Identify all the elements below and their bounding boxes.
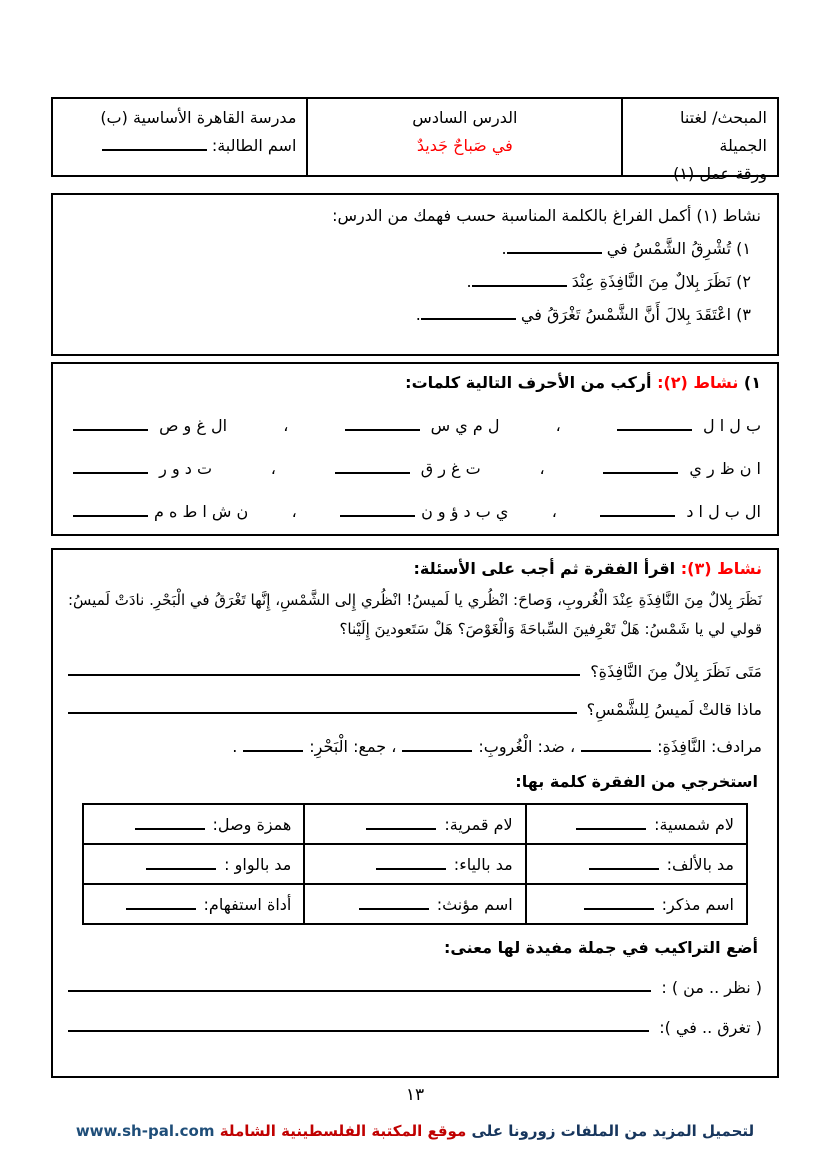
header-cell-subject	[621, 99, 777, 183]
header-cell-school	[53, 99, 306, 175]
blank-field	[335, 469, 410, 474]
worksheet-number: ورقة عمل (١)	[673, 164, 767, 183]
footer-website-link[interactable]: www.sh-pal.com	[75, 1122, 215, 1140]
letters-item	[345, 416, 500, 435]
blank-field	[366, 825, 436, 830]
table-row	[83, 804, 747, 844]
activity1-title: نشاط (١) أكمل الفراغ بالكلمة المناسبة حسب فهمك من الدرس:	[332, 206, 761, 225]
footer	[51, 1122, 779, 1140]
letters-text: ن ش ا ط ه م	[154, 502, 249, 521]
cell-label: اسم مذكر:	[661, 894, 734, 914]
synonym-part-2: ، ضد: الْغُروبِ:	[478, 737, 576, 756]
question-1-text: مَتَى نَظَرَ بِلالٌ مِنَ النَّافِذَةِ؟	[590, 662, 762, 681]
activity1-item-1-text: ١) تُشْرِقُ الشَّمْسُ في	[606, 239, 751, 258]
separator: ،	[270, 459, 276, 478]
letters-item	[73, 502, 248, 521]
activity2-box	[51, 362, 779, 536]
period: .	[415, 305, 421, 324]
cell-label: أداة استفهام:	[203, 894, 292, 914]
blank-field	[345, 426, 420, 431]
activity1-item-1	[69, 239, 751, 258]
activity1-item-2-text: ٢) نَظَرَ بِلالٌ مِنَ النَّافِذَةِ عِنْدَ	[571, 272, 751, 291]
blank-field	[402, 747, 472, 752]
blank-field	[73, 469, 148, 474]
blank-field	[600, 512, 675, 517]
table-cell	[526, 844, 747, 884]
activity3-title	[68, 559, 762, 578]
cell-label: مد بالألف:	[666, 854, 734, 874]
blank-field	[421, 315, 516, 320]
blank-field	[584, 905, 654, 910]
blank-field	[617, 426, 692, 431]
table-cell	[83, 844, 304, 884]
table-cell	[304, 844, 525, 884]
blank-field	[73, 426, 148, 431]
worksheet-page	[51, 0, 779, 1169]
period: .	[466, 272, 472, 291]
separator: ،	[551, 502, 557, 521]
letters-item	[600, 502, 761, 521]
cell-label: لام قمرية:	[444, 814, 513, 834]
table-row	[83, 844, 747, 884]
letters-text: ال غ و ص	[159, 416, 228, 435]
letters-item	[335, 459, 481, 478]
activity1-item-3-text: ٣) اعْتَقَدَ بِلالَ أَنَّ الشَّمْسُ تَغْرَقُ في	[520, 305, 751, 324]
footer-text-navy: لتحميل المزيد من الملفات زورونا على	[471, 1122, 755, 1140]
table-cell	[83, 804, 304, 844]
student-name-row	[63, 132, 296, 160]
separator: ،	[283, 416, 289, 435]
compose-title: أضع التراكيب في جملة مفيدة لها معنى:	[444, 938, 758, 957]
compose-item-2-text: ( تغرق .. في ):	[659, 1018, 762, 1037]
activity2-title	[69, 373, 761, 392]
table-cell	[526, 804, 747, 844]
letters-row-1	[69, 416, 761, 435]
header-cell-lesson	[306, 99, 621, 175]
letters-text: ب ل ا ل	[702, 416, 761, 435]
activity3-title-red: نشاط (٣):	[680, 559, 762, 578]
blank-field	[507, 249, 602, 254]
letters-text: ال ب ل ا د	[686, 502, 761, 521]
letters-item	[73, 459, 212, 478]
table-cell	[83, 884, 304, 924]
blank-field	[576, 825, 646, 830]
blank-field	[359, 905, 429, 910]
activity1-item-2	[69, 272, 751, 291]
table-cell	[526, 884, 747, 924]
blank-field	[243, 747, 303, 752]
lesson-number: الدرس السادس	[412, 108, 518, 127]
answer-line	[68, 660, 580, 676]
letters-text: ت د و ر	[159, 459, 213, 478]
compose-item-1-text: ( نظر .. من ) :	[661, 978, 762, 997]
activity2-title-rest: أركب من الأحرف التالية كلمات:	[405, 373, 652, 392]
blank-field	[376, 865, 446, 870]
letters-text: ت غ ر ق	[420, 459, 481, 478]
letters-row-2	[69, 459, 761, 478]
letters-text: ي ب د ؤ و ن	[421, 502, 509, 521]
letters-item	[603, 459, 761, 478]
cell-label: همزة وصل:	[212, 814, 292, 834]
synonym-part-1: مرادف: النَّافِذَةِ:	[657, 737, 762, 756]
cell-label: مد بالياء:	[453, 854, 513, 874]
table-cell	[304, 804, 525, 844]
answer-line	[68, 976, 651, 992]
blank-field	[472, 282, 567, 287]
blank-field	[603, 469, 678, 474]
page-number: ١٣	[405, 1085, 425, 1105]
header-table	[51, 97, 779, 183]
blank-field	[135, 825, 205, 830]
extract-title: استخرجي من الفقرة كلمة بها:	[515, 772, 758, 791]
school-name: مدرسة القاهرة الأساسية (ب)	[100, 108, 297, 127]
letters-item	[617, 416, 761, 435]
letters-item	[340, 502, 508, 521]
subject-title: المبحث/ لغتنا الجميلة	[679, 108, 767, 155]
activity3-title-rest: اقرأ الفقرة ثم أجب على الأسئلة:	[413, 559, 676, 578]
cell-label: اسم مؤنث:	[436, 894, 513, 914]
activity2-title-red: نشاط (٢):	[657, 373, 739, 392]
student-name-label: اسم الطالبة:	[211, 136, 297, 155]
period: .	[501, 239, 507, 258]
activity1-box	[51, 193, 779, 356]
synonym-question	[68, 737, 762, 756]
question-2	[68, 698, 762, 719]
answer-line	[68, 698, 577, 714]
blank-field	[73, 512, 148, 517]
footer-text-red: موقع المكتبة الفلسطينية الشاملة	[219, 1122, 467, 1140]
letters-text: ا ن ظ ر ي	[689, 459, 761, 478]
letters-text: ل م ي س	[430, 416, 500, 435]
student-name-blank-field	[102, 146, 207, 151]
cell-label: لام شمسية:	[654, 814, 734, 834]
separator: ،	[555, 416, 561, 435]
answer-line	[68, 1016, 649, 1032]
synonym-part-3: ، جمع: الْبَحْرِ:	[309, 737, 397, 756]
compose-item-1	[68, 976, 762, 997]
lesson-title: في صَباحٌ جَديدٌ	[416, 136, 513, 155]
blank-field	[581, 747, 651, 752]
blank-field	[126, 905, 196, 910]
table-row	[83, 884, 747, 924]
letters-item	[73, 416, 227, 435]
blank-field	[340, 512, 415, 517]
blank-field	[589, 865, 659, 870]
cell-label: مد بالواو :	[224, 854, 292, 874]
period: .	[232, 737, 238, 756]
separator: ،	[291, 502, 297, 521]
blank-field	[146, 865, 216, 870]
compose-item-2	[68, 1016, 762, 1037]
question-1	[68, 660, 762, 681]
question-2-text: ماذا قالتْ لَميسُ لِلشَّمْسِ؟	[586, 700, 762, 719]
activity1-item-3	[69, 305, 751, 324]
extraction-table	[82, 803, 748, 925]
table-cell	[304, 884, 525, 924]
activity3-box	[51, 548, 779, 1078]
reading-paragraph: نَظَرَ بِلالٌ مِنَ النَّافِذَةِ عِنْدَ الْغُروبِ، وَصاحَ: انْظُري يا لَميسُ! انْظُري إِلى الشَّمْسِ، إِنَّها تَغْرَقُ في الْبَحْرِ. نادَتْ لَميسُ: قولي لي يا شَمْسُ: هَلْ تَعْرِفينَ السِّباحَةَ وَالْغَوْصَ؟ هَلْ سَتَعودينَ إِلَيْنا؟	[68, 591, 762, 638]
letters-row-3	[69, 502, 761, 521]
activity2-number-prefix: ١)	[743, 373, 761, 392]
separator: ،	[539, 459, 545, 478]
